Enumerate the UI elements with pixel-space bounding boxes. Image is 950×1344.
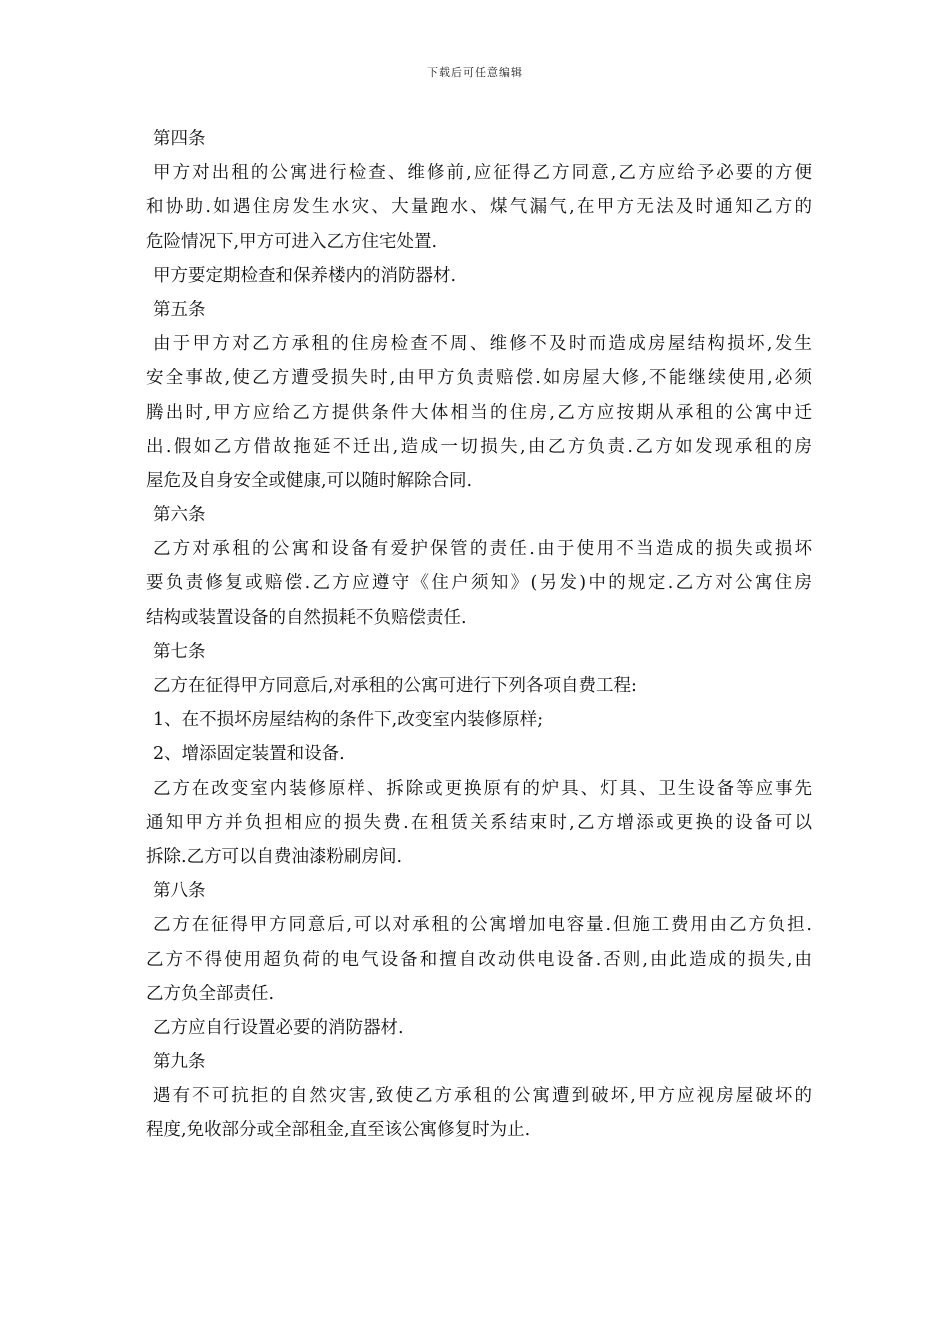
- text-line: 屋危及自身安全或健康,可以随时解除合同.: [146, 470, 473, 491]
- document-body: [146, 122, 812, 1148]
- text-line: 乙方在征得甲方同意后,可以对承租的公寓增加电容量.但施工费用由乙方负担.: [153, 915, 812, 936]
- text-line: 乙方负全部责任.: [146, 983, 275, 1004]
- text-line: 遇有不可抗拒的自然灾害,致使乙方承租的公寓遭到破坏,甲方应视房屋破坏的: [153, 1086, 812, 1107]
- text-line: 乙方不得使用超负荷的电气设备和擅自改动供电设备.否则,由此造成的损失,由: [146, 949, 812, 970]
- text-line: 第八条: [153, 881, 206, 902]
- text-line: 腾出时,甲方应给乙方提供条件大体相当的住房,乙方应按期从承租的公寓中迁: [146, 402, 812, 423]
- text-line: 第五条: [153, 299, 206, 320]
- text-line: 乙方在征得甲方同意后,对承租的公寓可进行下列各项自费工程:: [153, 676, 637, 696]
- text-line: 乙方对承租的公寓和设备有爱护保管的责任.由于使用不当造成的损失或损坏: [153, 539, 812, 560]
- text-line: 通知甲方并负担相应的损失费.在租赁关系结束时,乙方增添或更换的设备可以: [146, 812, 812, 833]
- text-line: 和协助.如遇住房发生水灾、大量跑水、煤气漏气,在甲方无法及时通知乙方的: [146, 197, 812, 218]
- text-line: 由于甲方对乙方承租的住房检查不周、维修不及时而造成房屋结构损坏,发生: [153, 334, 812, 355]
- text-line: 结构或装置设备的自然损耗不负赔偿责任.: [146, 607, 467, 628]
- text-line: 甲方对出租的公寓进行检查、维修前,应征得乙方同意,乙方应给予必要的方便: [153, 163, 812, 184]
- text-line: 第六条: [153, 505, 206, 526]
- text-line: 甲方要定期检查和保养楼内的消防器材.: [153, 265, 457, 286]
- text-line: 乙方在改变室内装修原样、拆除或更换原有的炉具、灯具、卫生设备等应事先: [153, 778, 812, 799]
- text-line: 2、增添固定装置和设备.: [153, 744, 345, 765]
- text-line: 第九条: [153, 1052, 206, 1073]
- text-line: 第七条: [153, 641, 206, 662]
- text-line: 要负责修复或赔偿.乙方应遵守《住户须知》(另发)中的规定.乙方对公寓住房: [146, 573, 812, 594]
- text-line: 危险情况下,甲方可进入乙方住宅处置.: [146, 231, 438, 252]
- text-line: 乙方应自行设置必要的消防器材.: [153, 1017, 404, 1038]
- text-line: 出.假如乙方借故拖延不迁出,造成一切损失,由乙方负责.乙方如发现承租的房: [146, 436, 812, 457]
- text-line: 安全事故,使乙方遭受损失时,由甲方负责赔偿.如房屋大修,不能继续使用,必须: [146, 368, 812, 389]
- text-line: 第四条: [153, 129, 206, 149]
- header-note: 下载后可任意编辑: [427, 66, 523, 79]
- text-line: 程度,免收部分或全部租金,直至该公寓修复时为止.: [146, 1120, 531, 1141]
- text-line: 拆除.乙方可以自费油漆粉刷房间.: [146, 846, 403, 867]
- text-line: 1、在不损坏房屋结构的条件下,改变室内装修原样;: [153, 710, 544, 731]
